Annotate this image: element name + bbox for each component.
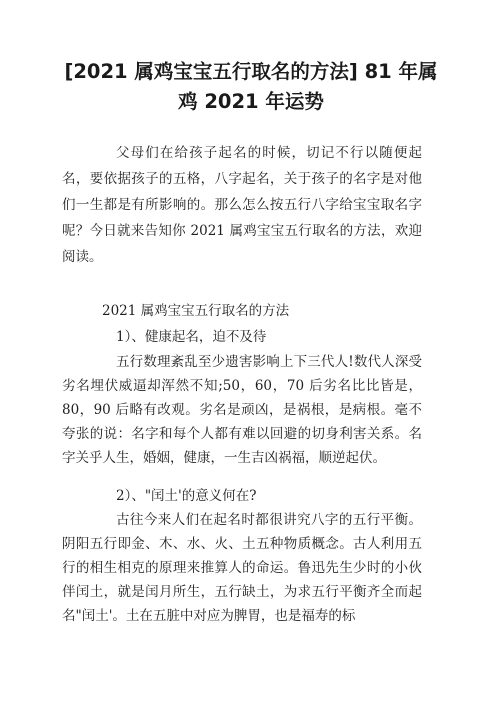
section-heading: 2021 属鸡宝宝五行取名的方法: [102, 303, 290, 319]
item-1-paragraph: 五行数理紊乱至少遗害影响上下三代人!数代人深受劣名埋伏威逼却浑然不知;50，60，70 后劣名比比皆是，80，90 后略有改观。劣名是顽凶，是祸根，是病根。毫不夸张的说：名字和每个人都有难以回避的切身利害关系。名字关乎人生，婚姻，健康，一生吉凶祸福，顺逆起伏。: [62, 354, 422, 466]
document-title: [2021 属鸡宝宝五行取名的方法] 81 年属鸡 2021 年运势: [64, 60, 438, 113]
item-2-heading: 2）、"闰土'的意义何在?: [116, 488, 257, 504]
item-1-heading: 1）、健康起名，迫不及待: [116, 329, 267, 345]
intro-paragraph: 父母们在给孩子起名的时候，切记不行以随便起名，要依据孩子的五格，八字起名，关于孩子的名字是对他们一生都是有所影响的。那么怎么按五行八字给宝宝取名字呢？今日就来告知你 2021 属鸡宝宝五行取名的方法，欢迎阅读。: [62, 145, 422, 265]
item-2-paragraph: 古往今来人们在起名时都很讲究八字的五行平衡。阴阳五行即金、木、水、火、土五种物质概念。古人利用五行的相生相克的原理来推算人的命运。鲁迅先生少时的小伙伴闰土，就是闰月所生，五行缺土，为求五行平衡齐全而起名"闰土'。土在五脏中对应为脾胃，也是福寿的标: [62, 512, 422, 624]
